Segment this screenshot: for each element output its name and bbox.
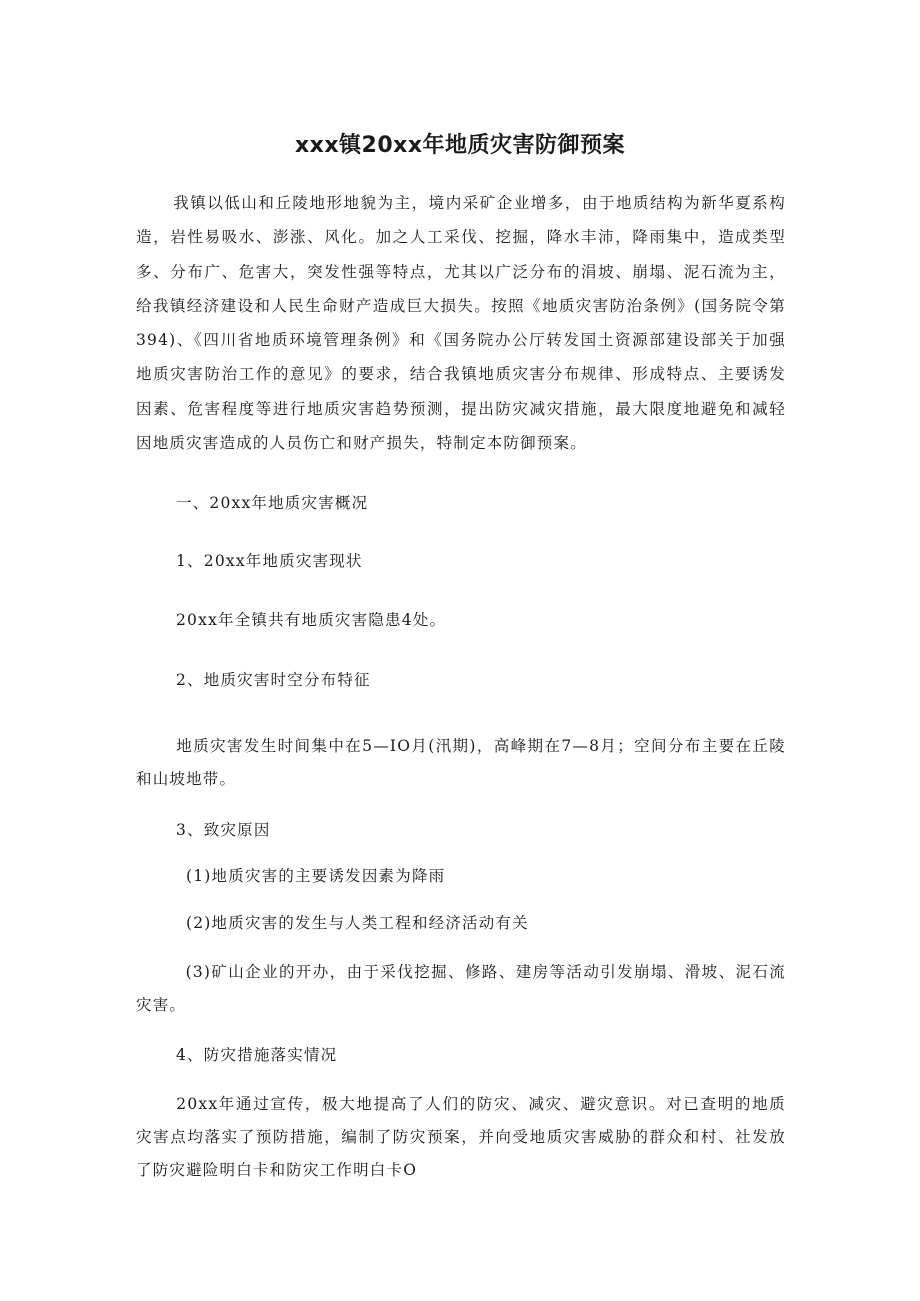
- subsection-text-1: 20xx年全镇共有地质灾害隐患4处。: [176, 611, 447, 629]
- subsection-heading-3: 3、致灾原因: [176, 821, 271, 839]
- intro-paragraph: 我镇以低山和丘陵地形地貌为主，境内采矿企业增多，由于地质结构为新华夏系构造，岩性易吸水、澎涨、风化。加之人工采伐、挖掘，降水丰沛，降雨集中，造成类型多、分布广、危害大，突发性强等特点，尤其以广泛分布的涓坡、崩塌、泥石流为主，给我镇经济建设和人民生命财产造成巨大损失。按照《地质灾害防治条例》(国务院令第394)、《四川省地质环境管理条例》和《国务院办公厅转发国土资源部建设部关于加强地质灾害防治工作的意见》的要求，结合我镇地质灾害分布规律、形成特点、主要诱发因素、危害程度等进行地质灾害趋势预测，提出防灾减灾措施，最大限度地避免和减轻因地质灾害造成的人员伤亡和财产损失，特制定本防御预案。: [136, 194, 786, 453]
- subsection-text-2: 地质灾害发生时间集中在5—IO月(汛期)，高峰期在7—8月；空间分布主要在丘陵和山坡地带。: [136, 737, 786, 788]
- cause-item-1: (1)地质灾害的主要诱发因素为降雨: [186, 867, 446, 885]
- subsection-text-4: 20xx年通过宣传，极大地提高了人们的防灾、减灾、避灾意识。对已查明的地质灾害点均落实了预防措施，编制了防灾预案，并向受地质灾害威胁的群众和村、社发放了防灾避险明白卡和防灾工作明白卡O: [136, 1095, 786, 1179]
- subsection-heading-4: 4、防灾措施落实情况: [176, 1046, 338, 1064]
- section-heading: 一、20xx年地质灾害概况: [176, 494, 369, 512]
- cause-item-2: (2)地质灾害的发生与人类工程和经济活动有关: [186, 914, 529, 932]
- subsection-heading-2: 2、地质灾害时空分布特征: [176, 671, 371, 689]
- document-title: xxx镇20xx年地质灾害防御预案: [294, 133, 626, 158]
- subsection-heading-1: 1、20xx年地质灾害现状: [176, 552, 363, 570]
- cause-item-3: (3)矿山企业的开办，由于采伐挖掘、修路、建房等活动引发崩塌、滑坡、泥石流灾害。: [136, 963, 786, 1014]
